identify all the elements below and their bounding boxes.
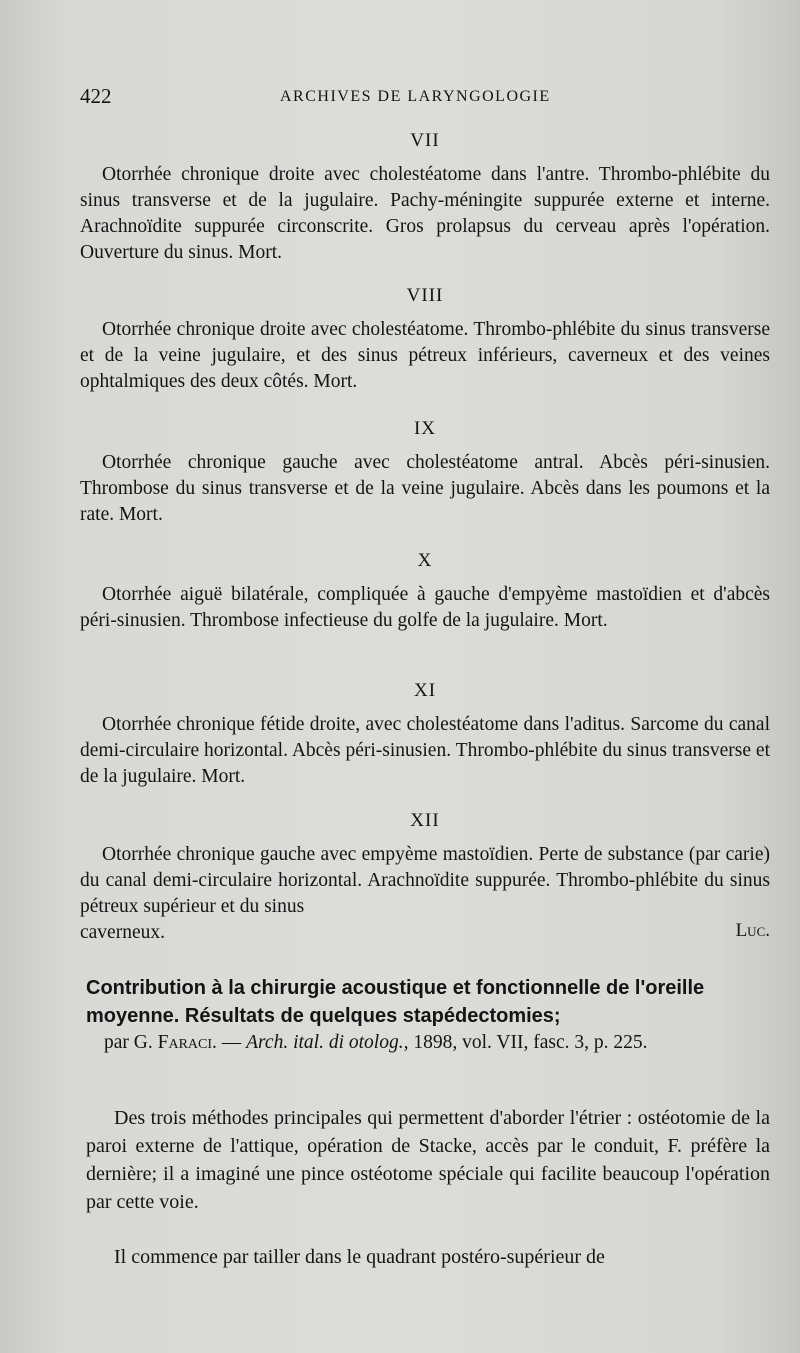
body-paragraph: Il commence par tailler dans le quadrant postéro-supérieur de <box>114 1246 605 1268</box>
case-numeral: VIII <box>406 285 444 306</box>
journal-name: Arch. ital. di otolog., <box>246 1032 409 1053</box>
page-number: 422 <box>80 84 112 108</box>
article-citation <box>104 1030 770 1056</box>
case-text: Otorrhée aiguë bilatérale, compliquée à gauche d'empyème mastoïdien et d'abcès péri-sinusien. Thrombose infectieuse du golfe de la jugulaire. Mort. <box>80 584 770 631</box>
citation-prefix: par G. <box>104 1032 153 1053</box>
case-text: Otorrhée chronique fétide droite, avec cholestéatome dans l'aditus. Sarcome du canal demi-circulaire horizontal. Abcès péri-sinusien. Thrombo-phlébite du sinus transverse et de la jugulaire. Mort. <box>80 714 770 787</box>
case-text: Otorrhée chronique gauche avec cholestéatome antral. Abcès péri-sinusien. Thrombose du sinus transverse et de la veine jugulaire. Abcès dans les poumons et la rate. Mort. <box>80 452 770 525</box>
case-vii <box>80 130 770 266</box>
case-xii <box>80 810 770 946</box>
case-ix <box>80 418 770 528</box>
case-last-line: caverneux. <box>80 922 165 943</box>
page-header <box>80 84 770 114</box>
case-numeral: IX <box>413 418 437 439</box>
case-text: Otorrhée chronique gauche avec empyème mastoïdien. Perte de substance (par carie) du canal demi-circulaire horizontal. Arachnoïdite suppurée. Thrombo-phlébite du sinus pétreux supérieur et du sinus <box>80 844 770 917</box>
running-title: ARCHIVES DE LARYNGOLOGIE <box>280 88 551 105</box>
case-text: Otorrhée chronique droite avec cholestéatome dans l'antre. Thrombo-phlébite du sinus transverse et de la jugulaire. Pachy-méningite suppurée externe et interne. Arachnoïdite suppurée circonscrite. Gros prolapsus du cerveau après l'opération. Ouverture du sinus. Mort. <box>80 164 770 263</box>
citation-details: 1898, vol. VII, fasc. 3, p. 225. <box>413 1032 648 1053</box>
signature-line <box>80 920 770 946</box>
case-text: Otorrhée chronique droite avec cholestéatome. Thrombo-phlébite du sinus transverse et de la veine jugulaire, et des sinus pétreux inférieurs, caverneux et des veines ophtalmiques des deux côtés. Mort. <box>80 319 770 392</box>
body-paragraph: Des trois méthodes principales qui permettent d'aborder l'étrier : ostéotomie de la paroi externe de l'attique, opération de Stacke, accès par le conduit, F. préfère la dernière; il a imaginé une pince ostéotome spéciale qui facilite beaucoup l'opération par cette voie. <box>86 1107 770 1213</box>
case-numeral: VII <box>410 130 440 151</box>
reviewer-signature: Luc. <box>735 920 770 941</box>
case-numeral: X <box>417 550 433 571</box>
case-numeral: XI <box>413 680 437 701</box>
case-viii <box>80 285 770 395</box>
citation-dash: — <box>221 1032 242 1053</box>
case-numeral: XII <box>410 810 440 831</box>
case-x <box>80 550 770 634</box>
author-name: Faraci. <box>157 1032 217 1053</box>
article-title: Contribution à la chirurgie acoustique et fonctionnelle de l'oreille moyenne. Résultats de quelques stapédectomies; <box>86 977 705 1027</box>
case-xi <box>80 680 770 790</box>
